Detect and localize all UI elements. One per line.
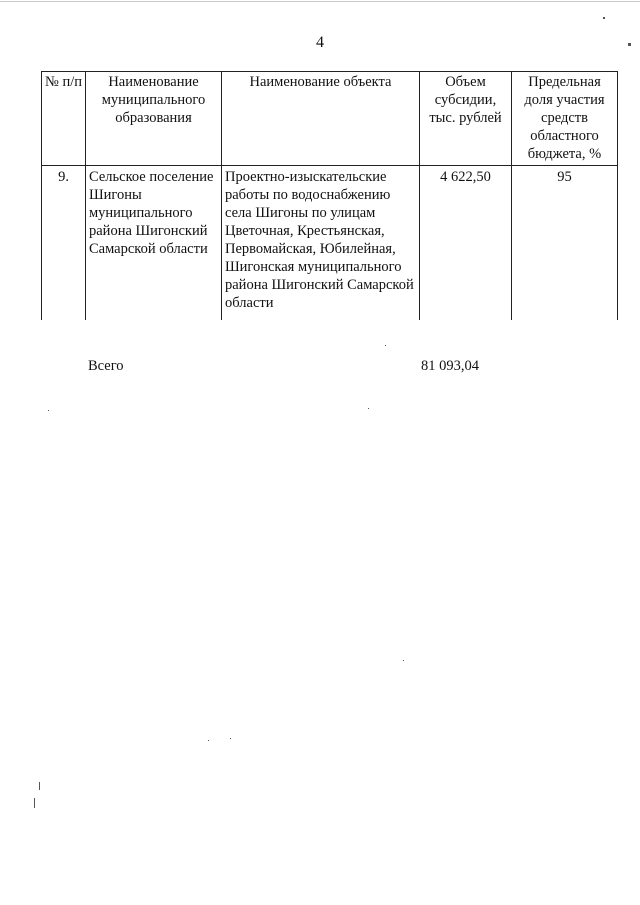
total-label: Всего	[88, 358, 124, 374]
header-share: Предельная доля участия средств областного бюджета, %	[512, 72, 618, 166]
header-num: № п/п	[42, 72, 86, 166]
scan-speck	[0, 1, 640, 2]
cell-subsidy: 4 622,50	[420, 166, 512, 321]
scan-speck	[628, 43, 631, 46]
page-number: 4	[316, 34, 324, 51]
scan-speck	[39, 782, 40, 790]
table-row	[42, 166, 618, 321]
scan-speck	[230, 738, 231, 739]
table-body	[42, 166, 618, 321]
cell-object: Проектно-изыскательские работы по водоснабжению села Шигоны по улицам Цветочная, Крестьянская, Первомайская, Юбилейная, Шигонская муниципального района Шигонский Самарской области	[222, 166, 420, 321]
scan-speck	[603, 17, 605, 19]
cell-num: 9.	[42, 166, 86, 321]
header-row	[42, 72, 618, 166]
header-object: Наименование объекта	[222, 72, 420, 166]
scan-speck	[48, 410, 49, 411]
cell-municipality: Сельское поселение Шигоны муниципального района Шигонский Самарской области	[86, 166, 222, 321]
subsidy-table	[41, 71, 618, 320]
scan-speck	[403, 660, 404, 661]
scan-speck	[368, 408, 369, 409]
cell-share: 95	[512, 166, 618, 321]
scan-speck	[208, 740, 209, 741]
scan-speck	[34, 798, 35, 808]
header-municipality: Наименование муниципального образования	[86, 72, 222, 166]
scan-speck	[385, 345, 386, 346]
table-header	[42, 72, 618, 166]
total-value: 81 093,04	[421, 358, 479, 374]
header-subsidy: Объем субсидии, тыс. рублей	[420, 72, 512, 166]
